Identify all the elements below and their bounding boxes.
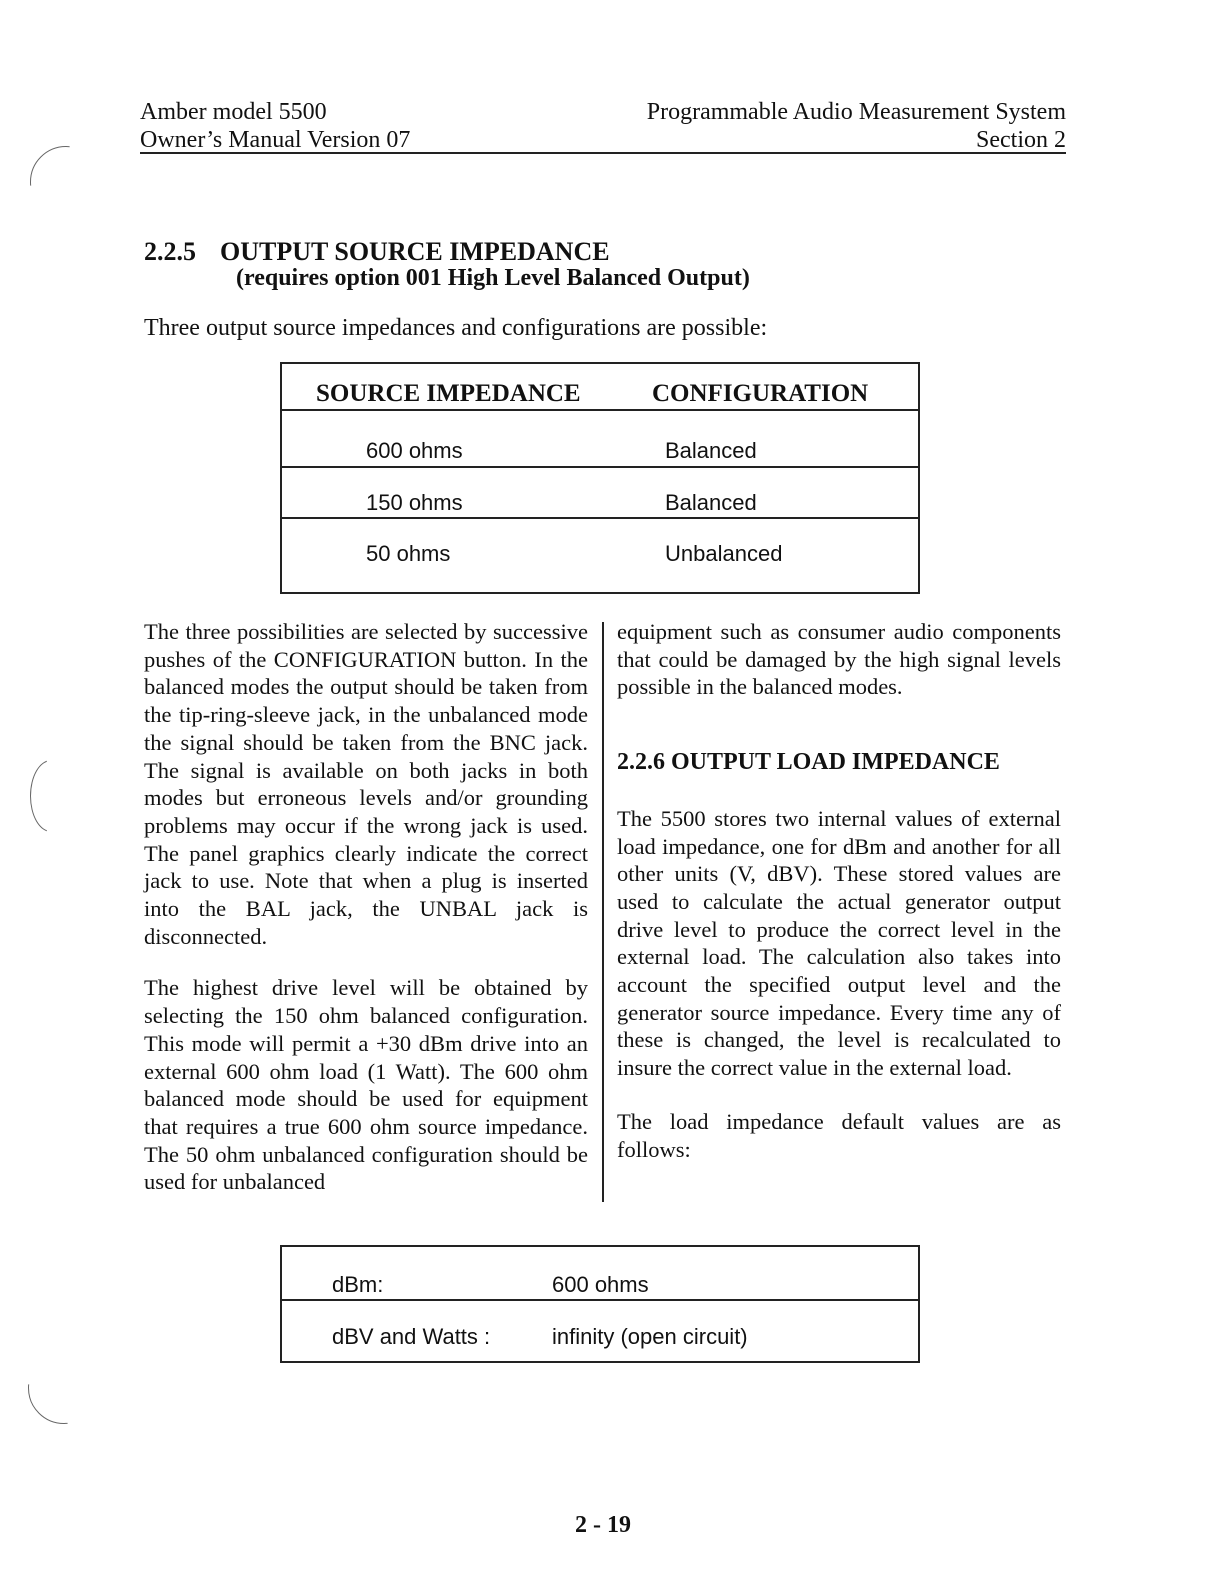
table-cell: dBm: bbox=[332, 1272, 384, 1297]
header-divider bbox=[140, 152, 1066, 154]
manual-section: Section 2 bbox=[976, 127, 1066, 153]
table-header-impedance: SOURCE IMPEDANCE bbox=[316, 380, 581, 407]
left-column bbox=[144, 618, 588, 1196]
manual-model: Amber model 5500 bbox=[140, 99, 327, 125]
section-number: 2.2.5 bbox=[144, 237, 196, 266]
table-cell: Balanced bbox=[665, 438, 757, 463]
right-column bbox=[617, 618, 1061, 1163]
table-divider bbox=[282, 466, 918, 468]
subsection-title: 2.2.6 OUTPUT LOAD IMPEDANCE bbox=[617, 749, 1000, 776]
header-left bbox=[140, 98, 410, 154]
paragraph: The 5500 stores two internal values of external load impedance, one for dBm and another for all other units (V, dBV). These stored values are used to calculate the actual generator output drive level to produce the correct level in the external load. The calculation also takes into account the specified output level and the generator source impedance. Every time any of these is changed, the level is recalculated to insure the correct value in the external load. bbox=[617, 805, 1061, 1081]
table-header-configuration: CONFIGURATION bbox=[652, 380, 869, 407]
section-subtitle: (requires option 001 High Level Balanced Output) bbox=[236, 265, 750, 291]
binder-hole-mark bbox=[30, 146, 102, 218]
table-cell: infinity (open circuit) bbox=[552, 1324, 748, 1349]
table-cell: dBV and Watts : bbox=[332, 1324, 491, 1349]
source-impedance-table bbox=[280, 362, 920, 594]
table-cell: Balanced bbox=[665, 490, 757, 515]
table-cell: Unbalanced bbox=[665, 541, 783, 566]
table-divider bbox=[282, 409, 918, 411]
table-cell: 50 ohms bbox=[366, 541, 451, 566]
table-divider bbox=[282, 1299, 918, 1301]
section-title: OUTPUT SOURCE IMPEDANCE bbox=[220, 237, 610, 266]
paragraph: The load impedance default values are as follows: bbox=[617, 1108, 1061, 1162]
header-right bbox=[647, 98, 1066, 154]
manual-version: Owner’s Manual Version 07 bbox=[140, 127, 411, 153]
section-heading bbox=[144, 238, 610, 266]
table-cell: 600 ohms bbox=[366, 438, 463, 463]
column-divider bbox=[602, 622, 604, 1202]
load-impedance-table bbox=[280, 1245, 920, 1363]
paragraph: The highest drive level will be obtained by selecting the 150 ohm balanced configuration. This mode will permit a +30 dBm drive into an external 600 ohm load (1 Watt). The 600 ohm balanced mode should be used for equipment that requires a true 600 ohm source impedance. The 50 ohm unbalanced configuration should be used for unbalanced bbox=[144, 975, 588, 1195]
section-intro: Three output source impedances and configurations are possible: bbox=[144, 315, 768, 341]
manual-system-title: Programmable Audio Measurement System bbox=[646, 99, 1066, 125]
paragraph: equipment such as consumer audio components that could be damaged by the high signal levels possible in the balanced modes. bbox=[617, 619, 1061, 700]
table-divider bbox=[282, 517, 918, 519]
binder-hole-mark bbox=[28, 1352, 100, 1424]
table-cell: 150 ohms bbox=[366, 490, 463, 515]
page-number: 2 - 19 bbox=[575, 1512, 631, 1538]
paragraph: The three possibilities are selected by successive pushes of the CONFIGURATION button. In the balanced modes the output should be taken from the tip-ring-sleeve jack, in the unbalanced mode the signal should be taken from the BNC jack. The signal is available on both jacks in both modes but erroneous levels and/or grounding problems may occur if the wrong jack is used. The panel graphics clearly indicate the correct jack to use. Note that when a plug is inserted into the BAL jack, the UNBAL jack is disconnected. bbox=[144, 619, 588, 949]
table-cell: 600 ohms bbox=[552, 1272, 649, 1297]
binder-hole-mark bbox=[30, 760, 72, 832]
